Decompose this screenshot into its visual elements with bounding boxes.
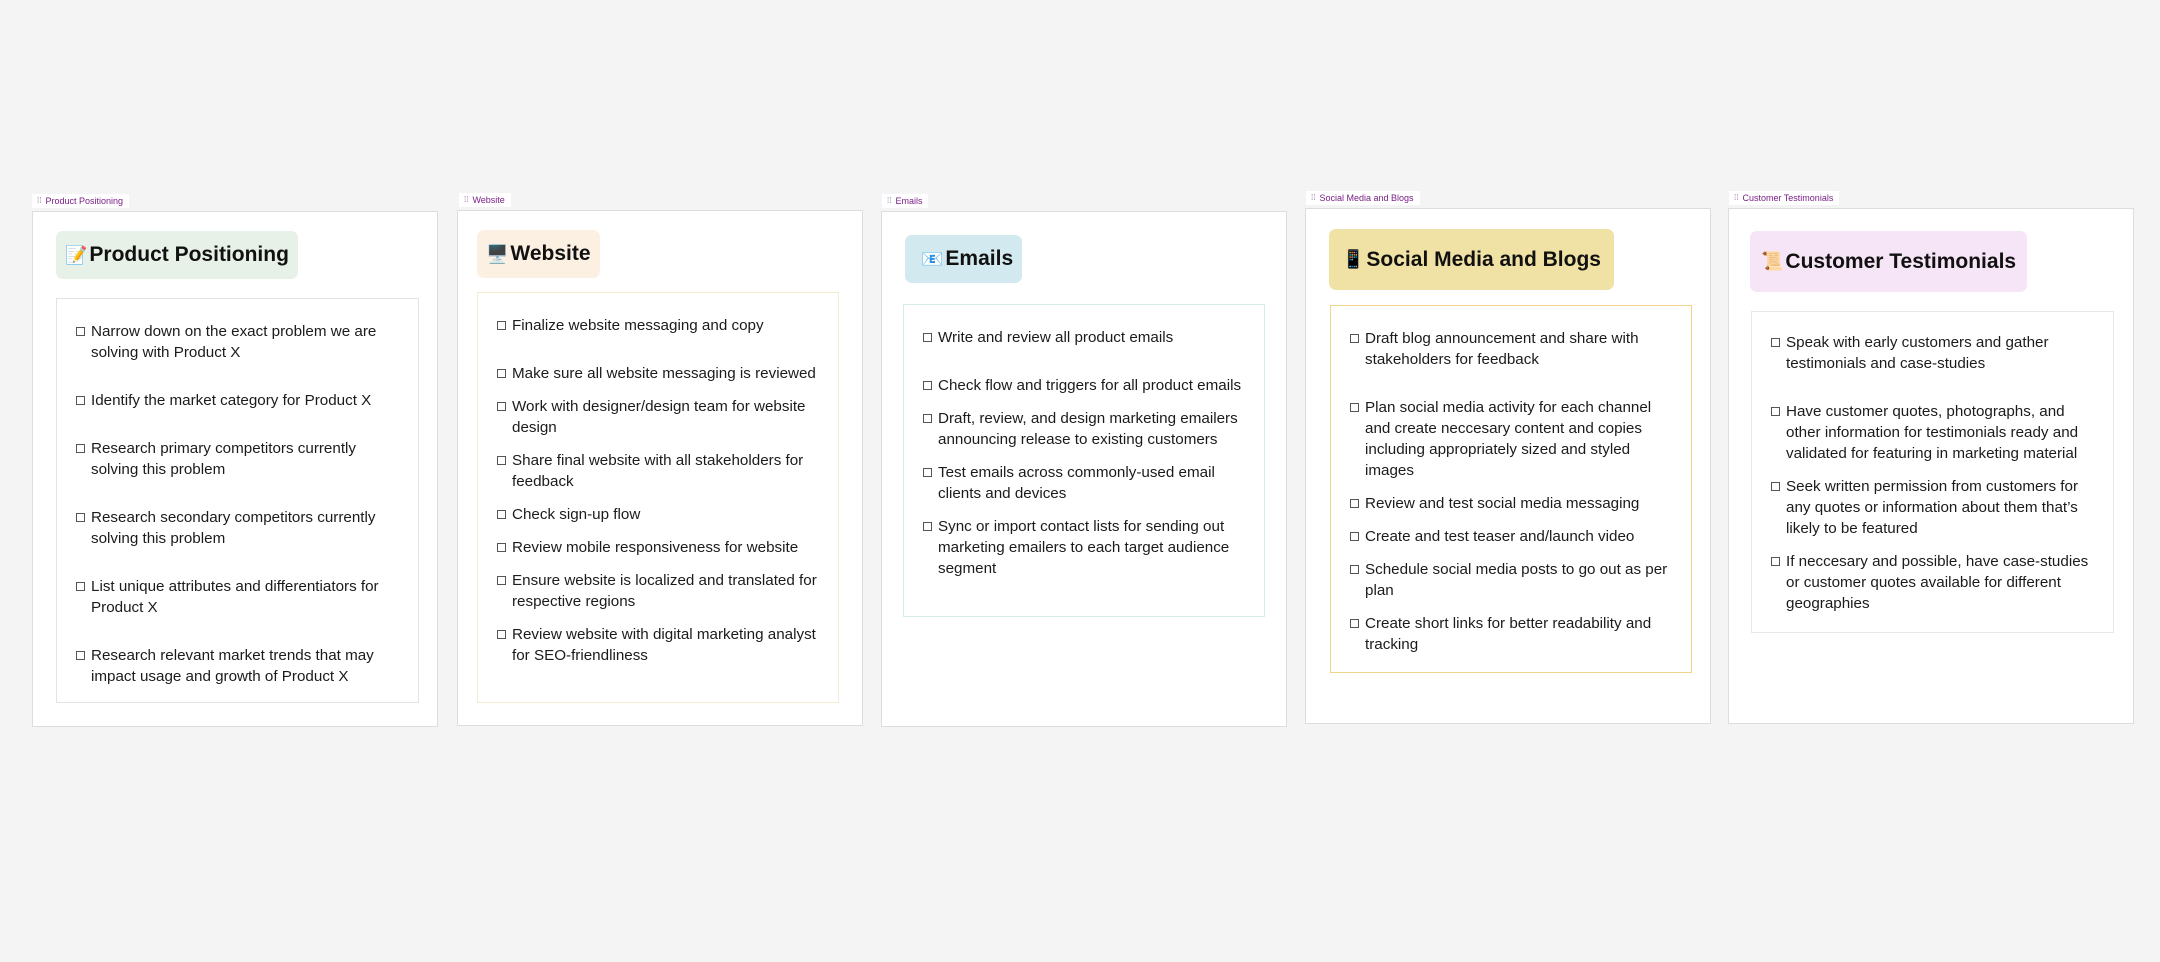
task-item: Sync or import contact lists for sending out marketing emailers to each target audience segment — [923, 516, 1248, 579]
task-item: Schedule social media posts to go out as per plan — [1350, 559, 1675, 601]
scroll-icon: 📜 — [1761, 251, 1784, 271]
task-list — [903, 304, 1265, 617]
column-title — [477, 230, 600, 278]
task-item: List unique attributes and differentiators for Product X — [76, 576, 402, 618]
column-title — [905, 235, 1022, 283]
task-item: Draft blog announcement and share with stakeholders for feedback — [1350, 328, 1675, 370]
task-checkbox[interactable] — [1350, 499, 1359, 508]
task-list — [56, 298, 419, 703]
task-item: Test emails across commonly-used email clients and devices — [923, 462, 1248, 504]
frame-website[interactable] — [457, 210, 863, 726]
task-item: Review website with digital marketing analyst for SEO-friendliness — [497, 624, 822, 666]
task-checkbox[interactable] — [923, 522, 932, 531]
envelope-icon: 📧 — [921, 248, 944, 269]
task-item: Review mobile responsiveness for website — [497, 537, 822, 558]
frame-social-media-and-blogs[interactable] — [1305, 208, 1711, 724]
task-item: Speak with early customers and gather testimonials and case-studies — [1771, 332, 2097, 374]
task-checkbox[interactable] — [923, 414, 932, 423]
task-checkbox[interactable] — [497, 543, 506, 552]
column-title-text: Customer Testimonials — [1785, 249, 2017, 273]
task-item: If neccesary and possible, have case-studies or customer quotes available for different geographies — [1771, 551, 2097, 614]
frame-label-social-media-and-blogs[interactable] — [1306, 191, 1420, 205]
task-item: Write and review all product emails — [923, 327, 1248, 348]
frame-label-website[interactable] — [459, 193, 511, 207]
task-checkbox[interactable] — [1350, 619, 1359, 628]
task-checkbox[interactable] — [1350, 403, 1359, 412]
frame-label-emails[interactable] — [882, 194, 928, 208]
task-checkbox[interactable] — [76, 651, 85, 660]
task-checkbox[interactable] — [1771, 338, 1780, 347]
task-item: Research secondary competitors currently solving this problem — [76, 507, 402, 549]
frame-label-text: Website — [472, 195, 505, 205]
task-checkbox[interactable] — [1771, 557, 1780, 566]
column-title-text: Product Positioning — [89, 243, 289, 266]
task-item: Create and test teaser and/launch video — [1350, 526, 1675, 547]
task-checkbox[interactable] — [1771, 482, 1780, 491]
frame-grid-icon: ⁞⁞ — [37, 196, 42, 205]
task-item: Plan social media activity for each channel and create neccesary content and copies including appropriately sized and styled images — [1350, 397, 1675, 481]
task-item: Create short links for better readability and tracking — [1350, 613, 1675, 655]
column-title — [56, 231, 298, 279]
frame-label-text: Emails — [895, 196, 923, 206]
task-checkbox[interactable] — [1771, 407, 1780, 416]
task-checkbox[interactable] — [497, 630, 506, 639]
column-title — [1329, 229, 1614, 290]
task-item: Have customer quotes, photographs, and other information for testimonials ready and validated for featuring in marketing material — [1771, 401, 2097, 464]
task-checkbox[interactable] — [1350, 565, 1359, 574]
task-item: Check flow and triggers for all product emails — [923, 375, 1248, 396]
task-checkbox[interactable] — [923, 468, 932, 477]
task-list — [477, 292, 839, 703]
task-item: Draft, review, and design marketing emailers announcing release to existing customers — [923, 408, 1248, 450]
memo-icon: 📝 — [65, 244, 88, 265]
task-item: Seek written permission from customers for any quotes or information about them that’s likely to be featured — [1771, 476, 2097, 539]
column-title-text: Emails — [945, 247, 1014, 270]
task-checkbox[interactable] — [76, 513, 85, 522]
task-checkbox[interactable] — [497, 402, 506, 411]
frame-label-text: Customer Testimonials — [1742, 193, 1834, 203]
column-title-text: Social Media and Blogs — [1366, 247, 1601, 271]
task-list — [1330, 305, 1692, 673]
task-checkbox[interactable] — [497, 321, 506, 330]
task-checkbox[interactable] — [1350, 532, 1359, 541]
computer-icon: 🖥️ — [486, 243, 509, 264]
task-checkbox[interactable] — [76, 327, 85, 336]
task-item: Research relevant market trends that may impact usage and growth of Product X — [76, 645, 402, 687]
frame-grid-icon: ⁞⁞ — [1734, 193, 1739, 202]
task-item: Work with designer/design team for website design — [497, 396, 822, 438]
frame-grid-icon: ⁞⁞ — [464, 195, 469, 204]
task-item: Research primary competitors currently solving this problem — [76, 438, 402, 480]
task-checkbox[interactable] — [497, 456, 506, 465]
frame-emails[interactable] — [881, 211, 1287, 727]
task-checkbox[interactable] — [923, 333, 932, 342]
column-title-text: Website — [510, 242, 591, 265]
task-item: Identify the market category for Product X — [76, 390, 402, 411]
task-checkbox[interactable] — [923, 381, 932, 390]
task-item: Review and test social media messaging — [1350, 493, 1675, 514]
task-list — [1751, 311, 2114, 633]
frame-product-positioning[interactable] — [32, 211, 438, 727]
task-item: Finalize website messaging and copy — [497, 315, 822, 336]
frame-grid-icon: ⁞⁞ — [887, 196, 892, 205]
task-item: Make sure all website messaging is reviewed — [497, 363, 822, 384]
frame-label-customer-testimonials[interactable] — [1729, 191, 1839, 205]
task-checkbox[interactable] — [76, 582, 85, 591]
column-title — [1750, 231, 2027, 292]
task-checkbox[interactable] — [76, 444, 85, 453]
frame-label-text: Product Positioning — [45, 196, 123, 206]
task-item: Check sign-up flow — [497, 504, 822, 525]
task-checkbox[interactable] — [497, 576, 506, 585]
task-checkbox[interactable] — [497, 369, 506, 378]
task-checkbox[interactable] — [497, 510, 506, 519]
task-item: Share final website with all stakeholders for feedback — [497, 450, 822, 492]
task-item: Ensure website is localized and translated for respective regions — [497, 570, 822, 612]
task-checkbox[interactable] — [1350, 334, 1359, 343]
frame-grid-icon: ⁞⁞ — [1311, 193, 1316, 202]
task-item: Narrow down on the exact problem we are solving with Product X — [76, 321, 402, 363]
frame-customer-testimonials[interactable] — [1728, 208, 2134, 724]
mobile-phone-icon: 📱 — [1342, 249, 1365, 269]
task-checkbox[interactable] — [76, 396, 85, 405]
frame-label-text: Social Media and Blogs — [1319, 193, 1414, 203]
frame-label-product-positioning[interactable] — [32, 194, 129, 208]
